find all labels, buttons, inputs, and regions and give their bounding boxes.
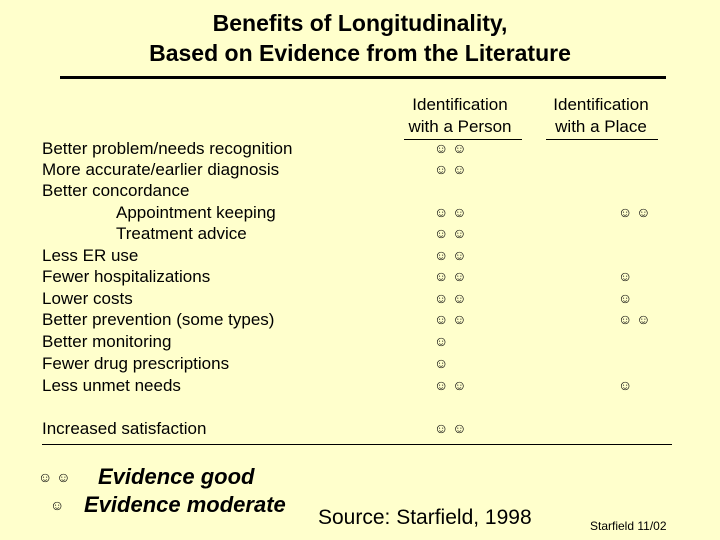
table-bottom-rule [42,444,672,445]
row-label-better-prevention: Better prevention (some types) [42,310,275,329]
page-title [0,8,720,68]
smiley-icon-person-increased-satisfaction: ☺☺ [434,420,471,436]
smiley-icon-person-problem-recognition: ☺☺ [434,140,471,156]
smiley-icon-person-treatment-advice: ☺☺ [434,225,471,241]
smiley-icon-person-fewer-drug-prescriptions: ☺ [434,355,453,371]
legend-evidence-good: Evidence good [98,464,255,489]
column-header-person-line-1: Identification [412,95,508,114]
column-header-place-line-1: Identification [553,95,649,114]
row-label-lower-costs: Lower costs [42,289,133,308]
smiley-icon-person-better-prevention: ☺☺ [434,311,471,327]
row-label-less-er-use: Less ER use [42,246,139,265]
smiley-icon-person-appointment-keeping: ☺☺ [434,204,471,220]
smiley-icon-person-fewer-hospitalizations: ☺☺ [434,268,471,284]
footnote: Starfield 11/02 [590,519,667,533]
smiley-icon-person-better-monitoring: ☺ [434,333,453,349]
legend-moderate-smiley-icon: ☺ [50,497,69,513]
column-header-place-line-2: with a Place [555,117,647,136]
row-label-fewer-drug-prescriptions: Fewer drug prescriptions [42,354,230,373]
row-label-appointment-keeping: Appointment keeping [116,203,276,222]
row-label-concordance: Better concordance [42,181,190,200]
smiley-icon-person-less-er-use: ☺☺ [434,247,471,263]
row-label-problem-recognition: Better problem/needs recognition [42,139,293,158]
column-header-person-line-2: with a Person [408,117,512,136]
smiley-icon-place-less-unmet-needs: ☺ [618,377,637,393]
smiley-icon-place-fewer-hospitalizations: ☺ [618,268,637,284]
row-label-fewer-hospitalizations: Fewer hospitalizations [42,267,211,286]
smiley-icon-place-better-prevention: ☺☺ [618,311,655,327]
smiley-icon-place-appointment-keeping: ☺☺ [618,204,655,220]
smiley-icon-place-lower-costs: ☺ [618,290,637,306]
smiley-icon-person-lower-costs: ☺☺ [434,290,471,306]
title-line-2: Based on Evidence from the Literature [149,40,571,66]
smiley-icon-person-less-unmet-needs: ☺☺ [434,377,471,393]
row-label-less-unmet-needs: Less unmet needs [42,376,181,395]
legend-good-smiley-icon: ☺☺ [38,469,75,485]
title-underline [60,76,666,79]
row-label-accurate-diagnosis: More accurate/earlier diagnosis [42,160,280,179]
title-line-1: Benefits of Longitudinality, [212,10,508,36]
row-label-treatment-advice: Treatment advice [116,224,247,243]
row-label-better-monitoring: Better monitoring [42,332,172,351]
column-header-place-underline [546,139,658,140]
column-header-person [398,94,522,138]
legend-evidence-moderate: Evidence moderate [84,492,286,517]
row-label-increased-satisfaction: Increased satisfaction [42,419,207,438]
column-header-place [538,94,664,138]
smiley-icon-person-accurate-diagnosis: ☺☺ [434,161,471,177]
source-citation: Source: Starfield, 1998 [318,506,532,529]
